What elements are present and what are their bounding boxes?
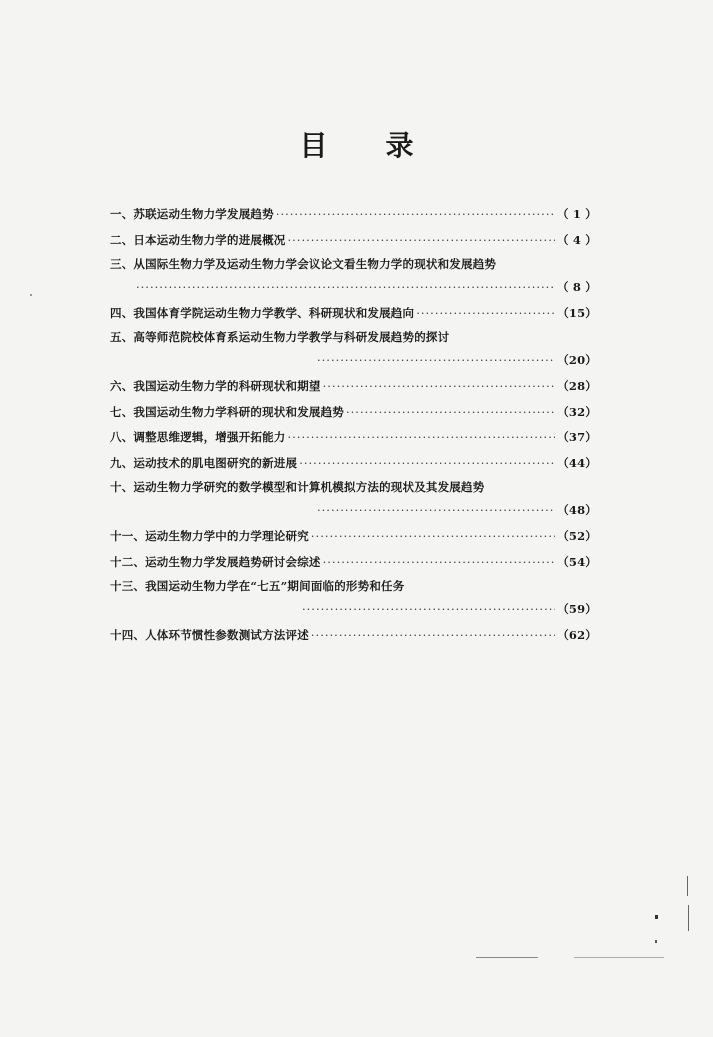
dot-leader (136, 275, 555, 301)
toc-entry-6[interactable] (110, 374, 597, 400)
page-title (0, 129, 713, 162)
dot-leader (288, 425, 556, 451)
toc-page-number: （ 8 ） (556, 280, 597, 295)
toc-page-number: （ 4 ） (556, 232, 597, 247)
toc-entry-9[interactable] (110, 451, 597, 477)
toc-entry-title: 三、从国际生物力学及运动生物力学会议论文看生物力学的现状和发展趋势 (110, 257, 497, 272)
scan-mark (687, 876, 688, 896)
toc-entry-5[interactable] (110, 326, 597, 374)
toc-entry-title: 七、我国运动生物力学科研的现状和发展趋势 (110, 404, 344, 419)
toc-entry-2[interactable] (110, 228, 597, 254)
toc-entry-8[interactable] (110, 425, 597, 451)
toc-page-number: （ 1 ） (556, 207, 597, 221)
scan-mark (476, 957, 538, 958)
toc-page-number: （15） (557, 305, 597, 320)
toc-entry-7[interactable] (110, 400, 597, 426)
toc-page-number: （20） (557, 353, 597, 368)
toc-page-number: （28） (557, 378, 597, 393)
toc-entry-10[interactable] (110, 476, 597, 524)
toc-entry-title: 二、日本运动生物力学的进展概况 (110, 232, 286, 247)
dot-leader (302, 597, 555, 623)
toc-page-number: （32） (557, 404, 597, 419)
toc-page-number: （52） (557, 528, 597, 543)
scan-mark (574, 957, 664, 958)
toc-entry-11[interactable] (110, 524, 597, 550)
scan-mark (30, 294, 32, 296)
dot-leader (299, 451, 555, 477)
toc-entry-3[interactable] (110, 253, 597, 301)
dot-leader (276, 202, 555, 228)
toc-entry-title: 八、调整思维逻辑，增强开拓能力 (110, 430, 286, 445)
toc-entry-14[interactable] (110, 623, 597, 649)
toc-entry-title: 十、运动生物力学研究的数学模型和计算机模拟方法的现状及其发展趋势 (110, 480, 485, 495)
toc-entry-title: 五、高等师范院校体育系运动生物力学教学与科研发展趋势的探讨 (110, 330, 450, 345)
toc-page-number: （48） (557, 503, 597, 518)
toc-entry-title: 四、我国体育学院运动生物力学教学、科研现状和发展趋向 (110, 305, 415, 320)
title-char-2: 录 (385, 129, 414, 162)
toc-entry-title: 十三、我国运动生物力学在“七五”期间面临的形势和任务 (110, 579, 405, 594)
title-char-1: 目 (299, 129, 328, 162)
toc-entry-title: 十二、运动生物力学发展趋势研讨会综述 (110, 554, 321, 569)
toc-entry-13[interactable] (110, 575, 597, 623)
toc-page-number: （59） (557, 602, 597, 617)
toc-page-number: （44） (557, 455, 597, 470)
toc-entry-title: 一、苏联运动生物力学发展趋势 (110, 207, 274, 221)
dot-leader (288, 228, 555, 254)
scan-mark (655, 915, 658, 919)
dot-leader (346, 400, 555, 426)
dot-leader (317, 348, 555, 374)
dot-leader (311, 623, 555, 649)
scan-mark (655, 940, 657, 943)
toc-page-number: （62） (557, 627, 597, 642)
dot-leader (323, 550, 556, 576)
toc-entry-title: 六、我国运动生物力学的科研现状和期望 (110, 378, 321, 393)
dot-leader (323, 374, 556, 400)
toc-page-number: （37） (557, 430, 597, 445)
toc-entry-1[interactable] (110, 202, 597, 228)
toc-entry-title: 十一、运动生物力学中的力学理论研究 (110, 528, 309, 543)
toc-entry-title: 十四、人体环节惯性参数测试方法评述 (110, 627, 309, 642)
toc-entry-title: 九、运动技术的肌电图研究的新进展 (110, 455, 298, 470)
toc-page-number: （54） (557, 554, 597, 569)
scan-mark (688, 905, 689, 931)
dot-leader (416, 301, 555, 327)
table-of-contents (110, 202, 597, 648)
dot-leader (317, 498, 555, 524)
toc-entry-4[interactable] (110, 301, 597, 327)
toc-entry-12[interactable] (110, 550, 597, 576)
dot-leader (311, 524, 555, 550)
